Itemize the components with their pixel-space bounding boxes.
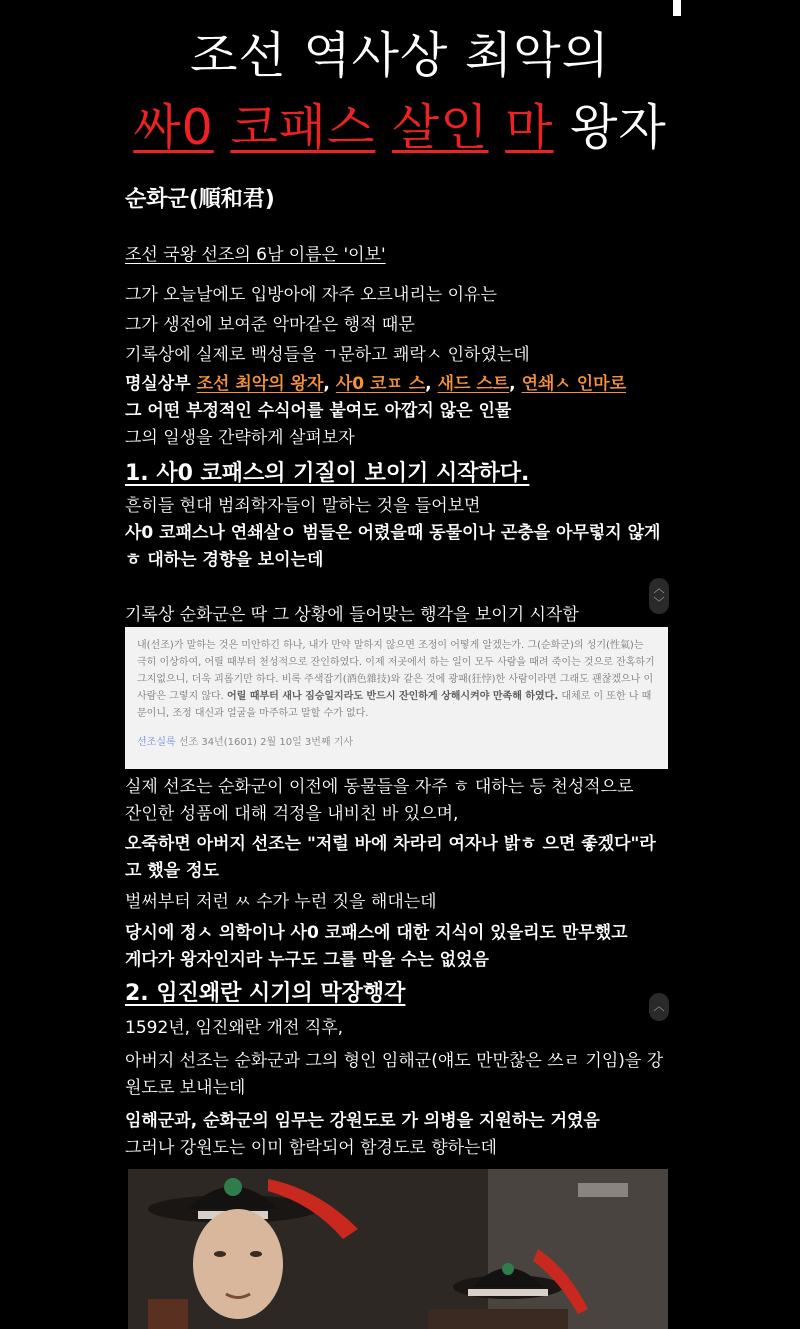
text-line: 기록상 순화군은 딱 그 상황에 들어맞는 행각을 보이기 시작함 <box>125 605 579 625</box>
drama-still-illustration <box>128 1169 668 1329</box>
drama-still-image <box>128 1169 668 1329</box>
source-detail: 선조 34년(1601) 2월 10일 3번째 기사 <box>178 737 354 748</box>
quote-text <box>137 637 656 722</box>
text-line: 잔인한 성품에 대해 걱정을 내비친 바 있으며, <box>125 804 459 824</box>
source-link[interactable]: 선조실록 <box>137 737 176 748</box>
text-line: 당시에 정ㅅ 의학이나 사0 코패스에 대한 지식이 있을리도 만무했고 <box>125 923 628 943</box>
text-line: 벌써부터 저런 ㅆ 수가 누런 짓을 해대는데 <box>125 892 437 912</box>
chevron-up-icon[interactable]: ︿ <box>649 993 669 1021</box>
text-line: 아버지 선조는 순화군과 그의 형인 임해군(얘도 만만찮은 쓰ㄹ 기임)을 강원도로 보내는데 <box>125 1051 664 1098</box>
title-tail: 왕자 <box>570 99 667 156</box>
text-line: 그 어떤 부정적인 수식어를 붙여도 아깝지 않은 인물 <box>125 401 512 421</box>
text-line: 그가 생전에 보여준 악마같은 행적 때문 <box>125 315 415 335</box>
title-red-word-3: 살인 <box>391 99 489 156</box>
text-line: 사0 코패스나 연쇄살ㅇ 범들은 어렸을때 동물이나 곤충을 아무렇지 않게 ㅎ 대하는 경향을 보이는데 <box>125 523 661 570</box>
section-2-body <box>125 1015 670 1162</box>
paragraph-3 <box>125 774 670 974</box>
text-line: 실제 선조는 순화군이 이전에 동물들을 자주 ㅎ 대하는 등 천성적으로 <box>125 777 634 797</box>
subject-name: 순화군(順和君) <box>125 187 275 212</box>
epithet-item: 연쇄ㅅ 인마로 <box>521 374 627 394</box>
text-line: 그러나 강원도는 이미 함락되어 함경도로 향하는데 <box>125 1138 497 1158</box>
section-1-body <box>125 493 670 629</box>
text-line: 그가 오늘날에도 입방아에 자주 오르내리는 이유는 <box>125 285 497 305</box>
quote-text-1: 내(선조)가 말하는 것은 미안하긴 하나, 내가 만약 말하지 않으면 조정이 어떻게 알겠는가. 그(순화군)의 성기(性氣)는 극히 이상하여, 어릴 때부터 천성적으로 잔인하였다. 이제 저곳에서 하는 일이 모두 사람을 때려 죽이는 것으로 잔혹하기 그지없으니, 더욱 괴롭기만 하다. 비록 주색잡기(酒色雜技)와 같은 것에 광패(狂悖)한 사람이라면 그래도 괜찮겠으나 이 사람은 그렇지 않다. <box>137 640 655 702</box>
section-1-heading: 1. 사0 코패스의 기질이 보이기 시작하다. <box>125 461 530 486</box>
intro-line: 조선 국왕 선조의 6남 이름은 '이보' <box>125 245 386 265</box>
text-line: 임해군과, 순화군의 임무는 강원도로 가 의병을 지원하는 거였음 <box>125 1111 600 1131</box>
epithet-lead: 명실상부 <box>125 374 191 394</box>
title-line-1: 조선 역사상 최악의 <box>190 27 610 84</box>
title-red-word-1: 싸0 <box>133 99 214 156</box>
text-line: 게다가 왕자인지라 누구도 그를 막을 수는 없었음 <box>125 950 489 970</box>
quote-text-2: 대체로 이 또한 나 때문이니, 조정 대신과 얼굴을 마주하고 말할 수가 없다. <box>137 691 652 719</box>
section-2-heading: 2. 임진왜란 시기의 막장행각 <box>125 981 406 1006</box>
text-line: 흔히들 현대 범죄학자들이 말하는 것을 들어보면 <box>125 496 481 516</box>
text-line: 기록상에 실제로 백성들을 ㄱ문하고 쾌락ㅅ 인하였는데 <box>125 345 530 365</box>
text-line: 오죽하면 아버지 선조는 "저럴 바에 차라리 여자나 밝ㅎ 으면 좋겠다"라고 했을 정도 <box>125 834 656 881</box>
status-mark <box>673 0 681 16</box>
epithet-item: 새드 스트 <box>437 374 510 394</box>
epithet-item: 조선 최악의 왕자 <box>196 374 324 394</box>
title-red-word-2: 코패스 <box>230 99 376 156</box>
title-red-word-4: 마 <box>505 99 554 156</box>
epithet-item: 사0 코ㅍ 스 <box>335 374 426 394</box>
quote-source <box>137 734 656 751</box>
epithet-line: 명실상부 조선 최악의 왕자, 사0 코ㅍ 스, 새드 스트, 연쇄ㅅ 인마로 <box>125 374 627 394</box>
paragraph-1 <box>125 282 670 452</box>
annals-quote-box <box>125 627 668 769</box>
quote-bold-text: 어릴 때부터 새나 짐승일지라도 반드시 잔인하게 상해시켜야 만족해 하였다. <box>227 691 559 702</box>
title-line-2 <box>0 98 800 158</box>
text-line: 그의 일생을 간략하게 살펴보자 <box>125 428 355 448</box>
text-line: 1592년, 임진왜란 개전 직후, <box>125 1018 344 1038</box>
chevron-up-down-icon[interactable]: ︿ ﹀ <box>649 578 669 614</box>
